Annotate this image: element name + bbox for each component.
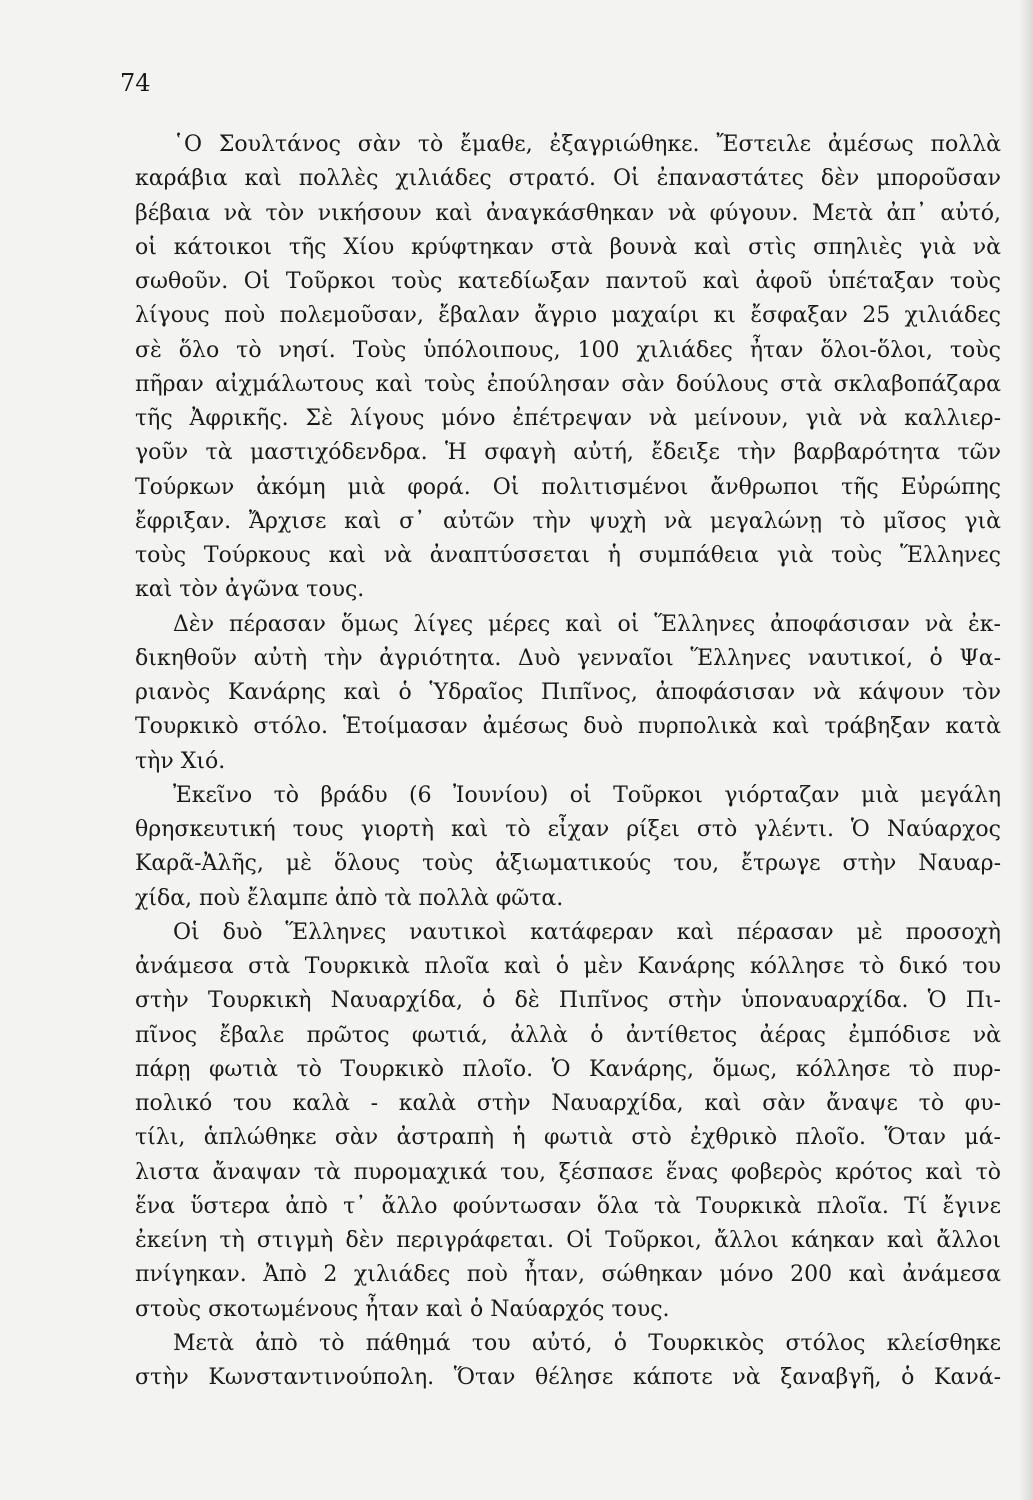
body-text bbox=[135, 128, 1001, 1395]
text-line: Μετὰ ἀπὸ τὸ πάθημά του αὐτό, ὁ Τουρκικὸς στόλος κλείσθηκε bbox=[173, 1330, 1001, 1356]
text-line: σὲ ὅλο τὸ νησί. Τοὺς ὑπόλοιπους, 100 χιλιάδες ἦταν ὅλοι-ὅλοι, τοὺς bbox=[135, 337, 1001, 363]
text-line: Δὲν πέρασαν ὅμως λίγες μέρες καὶ οἱ Ἕλληνες ἀποφάσισαν νὰ ἐκ- bbox=[173, 611, 1001, 637]
text-line: θρησκευτική τους γιορτὴ καὶ τὸ εἶχαν ρίξει στὸ γλέντι. Ὁ Ναύαρχος bbox=[135, 817, 1001, 842]
text-line: ριανὸς Κανάρης καὶ ὁ Ὑδραῖος Πιπῖνος, ἀποφάσισαν νὰ κάψουν τὸν bbox=[135, 680, 1001, 705]
text-line: Τουρκικὸ στόλο. Ἑτοίμασαν ἀμέσως δυὸ πυρπολικὰ καὶ τράβηξαν κατὰ bbox=[135, 714, 1001, 740]
text-line: στὴν Τουρκικὴ Ναυαρχίδα, ὁ δὲ Πιπῖνος στὴν ὑποναυαρχίδα. Ὁ Πι- bbox=[135, 988, 1001, 1014]
page-edge-shadow bbox=[1019, 0, 1033, 1500]
text-line: πῆραν αἰχμάλωτους καὶ τοὺς ἐπούλησαν σὰν δούλους στὰ σκλαβοπάζαρα bbox=[135, 371, 1001, 397]
text-line: ἐκείνη τὴ στιγμὴ δὲν περιγράφεται. Οἱ Τοῦρκοι, ἄλλοι κάηκαν καὶ ἄλλοι bbox=[135, 1228, 1001, 1253]
text-line: λιστα ἄναψαν τὰ πυρομαχικά του, ξέσπασε ἕνας φοβερὸς κρότος καὶ τὸ bbox=[135, 1159, 1001, 1185]
text-line: Τούρκων ἀκόμη μιὰ φορά. Οἱ πολιτισμένοι ἄνθρωποι τῆς Εὐρώπης bbox=[135, 474, 1001, 500]
text-line: οἱ κάτοικοι τῆς Χίου κρύφτηκαν στὰ βουνὰ καὶ στὶς σπηλιὲς γιὰ νὰ bbox=[135, 234, 1001, 260]
text-line: καράβια καὶ πολλὲς χιλιάδες στρατό. Οἱ ἐπαναστάτες δὲν μποροῦσαν bbox=[135, 166, 1001, 192]
text-line: χίδα, ποὺ ἔλαμπε ἀπὸ τὰ πολλὰ φῶτα. bbox=[135, 885, 564, 911]
text-line: ἀνάμεσα στὰ Τουρκικὰ πλοῖα καὶ ὁ μὲν Κανάρης κόλλησε τὸ δικό του bbox=[135, 954, 1001, 979]
text-line: πῖνος ἔβαλε πρῶτος φωτιά, ἀλλὰ ὁ ἀντίθετος ἀέρας ἐμπόδισε νὰ bbox=[135, 1022, 1001, 1048]
text-line: καὶ τὸν ἀγῶνα τους. bbox=[135, 577, 365, 603]
text-line: δικηθοῦν αὐτὴ τὴν ἀγριότητα. Δυὸ γενναῖοι Ἕλληνες ναυτικοί, ὁ Ψα- bbox=[135, 645, 1001, 671]
text-line: σωθοῦν. Οἱ Τοῦρκοι τοὺς κατεδίωξαν παντοῦ καὶ ἀφοῦ ὑπέταξαν τοὺς bbox=[135, 269, 1001, 294]
text-line: πολικό του καλὰ - καλὰ στὴν Ναυαρχίδα, καὶ σὰν ἄναψε τὸ φυ- bbox=[135, 1091, 1001, 1116]
text-line: πάρῃ φωτιὰ τὸ Τουρκικὸ πλοῖο. Ὁ Κανάρης, ὅμως, κόλλησε τὸ πυρ- bbox=[135, 1056, 1001, 1082]
text-line: στοὺς σκοτωμένους ἦταν καὶ ὁ Ναύαρχός τους. bbox=[135, 1296, 670, 1322]
text-line: τοὺς Τούρκους καὶ νὰ ἀναπτύσσεται ἡ συμπάθεια γιὰ τοὺς Ἕλληνες bbox=[135, 543, 1001, 568]
text-line: τῆς Ἀφρικῆς. Σὲ λίγους μόνο ἐπέτρεψαν νὰ μείνουν, γιὰ νὰ καλλιερ- bbox=[135, 406, 1001, 431]
text-line: γοῦν τὰ μαστιχόδενδρα. Ἡ σφαγὴ αὐτή, ἔδειξε τὴν βαρβαρότητα τῶν bbox=[135, 440, 1001, 466]
text-line: Καρᾶ-Ἀλῆς, μὲ ὅλους τοὺς ἀξιωματικούς του, ἔτρωγε στὴν Ναυαρ- bbox=[135, 851, 1001, 877]
text-line: λίγους ποὺ πολεμοῦσαν, ἔβαλαν ἄγριο μαχαίρι κι ἔσφαξαν 25 χιλιάδες bbox=[135, 303, 1001, 329]
page-number: 74 bbox=[120, 69, 151, 97]
text-line: βέβαια νὰ τὸν νικήσουν καὶ ἀναγκάσθηκαν νὰ φύγουν. Μετὰ ἀπ᾿ αὐτό, bbox=[135, 200, 1001, 226]
text-line: Οἱ δυὸ Ἕλληνες ναυτικοὶ κατάφεραν καὶ πέρασαν μὲ προσοχὴ bbox=[173, 919, 1001, 945]
text-line: πνίγηκαν. Ἀπὸ 2 χιλιάδες ποὺ ἦταν, σώθηκαν μόνο 200 καὶ ἀνάμεσα bbox=[135, 1262, 1001, 1288]
text-line: ῾Ο Σουλτάνος σὰν τὸ ἔμαθε, ἐξαγριώθηκε. Ἔστειλε ἀμέσως πολλὰ bbox=[173, 132, 1001, 157]
text-line: τίλι, ἁπλώθηκε σὰν ἀστραπὴ ἡ φωτιὰ στὸ ἐχθρικὸ πλοῖο. Ὅταν μά- bbox=[135, 1125, 1001, 1151]
text-line: τὴν Χιό. bbox=[135, 748, 226, 774]
text-line: Ἐκεῖνο τὸ βράδυ (6 Ἰουνίου) οἱ Τοῦρκοι γιόρταζαν μιὰ μεγάλη bbox=[173, 782, 1001, 808]
text-line: ἔφριξαν. Ἄρχισε καὶ σ᾿ αὐτῶν τὴν ψυχὴ νὰ μεγαλώνῃ τὸ μῖσος γιὰ bbox=[135, 508, 1001, 534]
text-line: ἕνα ὕστερα ἀπὸ τ᾿ ἄλλο φούντωσαν ὅλα τὰ Τουρκικὰ πλοῖα. Τί ἔγινε bbox=[135, 1193, 1001, 1219]
text-line: στὴν Κωνσταντινούπολη. Ὅταν θέλησε κάποτε νὰ ξαναβγῆ, ὁ Κανά- bbox=[135, 1365, 1001, 1390]
